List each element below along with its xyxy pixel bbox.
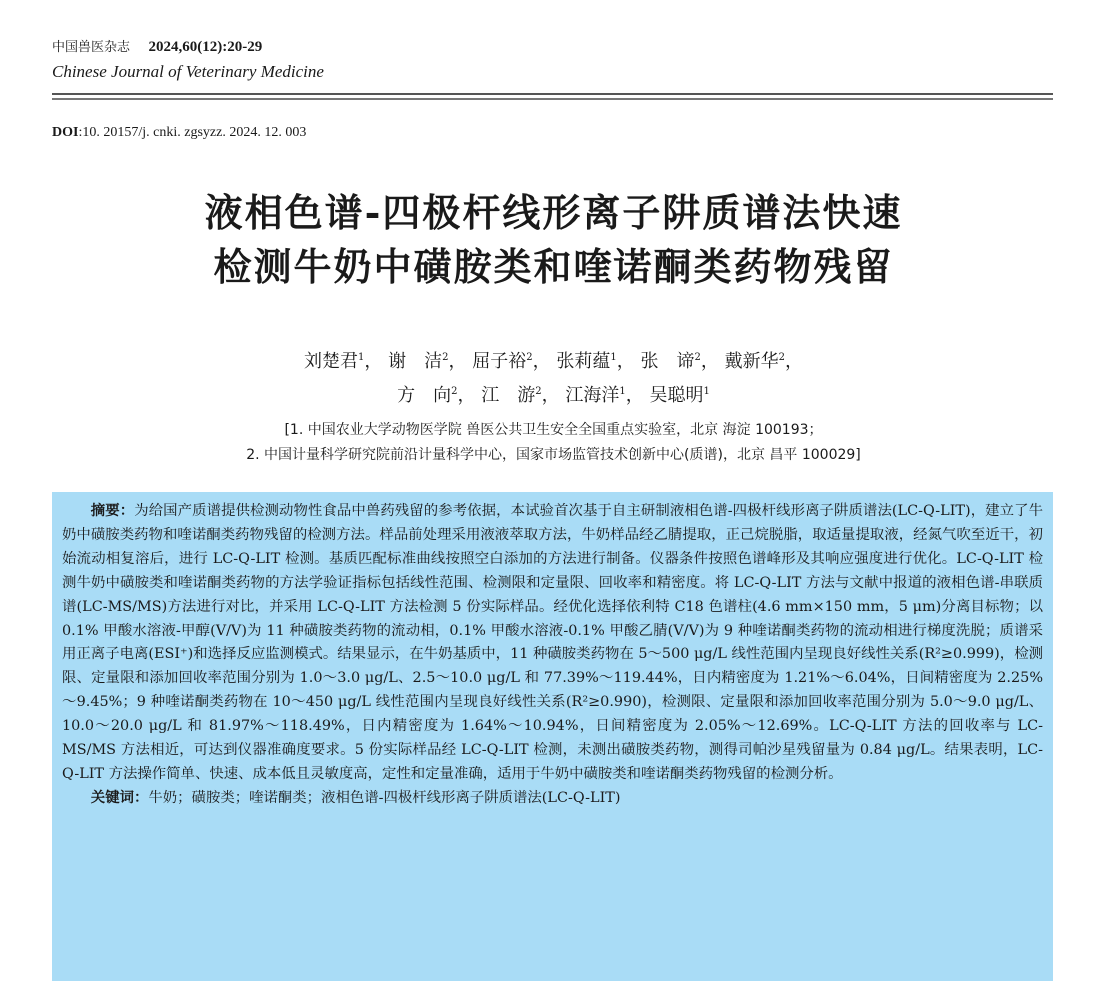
affiliation-1: [1. 中国农业大学动物医学院 兽医公共卫生安全全国重点实验室，北京 海淀 100193； xyxy=(284,422,823,438)
author: 刘楚君$^1$ xyxy=(304,351,365,372)
keywords xyxy=(62,787,1043,811)
header-divider-top xyxy=(52,93,1053,95)
title-line-1: 液相色谱-四极杆线形离子阱质谱法快速 xyxy=(204,190,903,235)
keywords-label: 关键词： xyxy=(90,789,149,806)
affiliations xyxy=(0,418,1107,468)
author-line-2: 方 向$^2$， 江 游$^2$， 江海洋$^1$， 吴聪明$^1$ xyxy=(397,385,710,406)
author: 谢 洁$^2$ xyxy=(388,351,449,372)
abstract-text: 为给国产质谱提供检测动物性食品中兽药残留的参考依据，本试验首次基于自主研制液相色谱-四极杆线形离子阱质谱法(LC-Q-LIT)，建立了牛奶中磺胺类药物和喹诺酮类药物残留的检测方法。样品前处理采用液液萃取方法，牛奶样品经乙腈提取，正己烷脱脂，取适量提取液，经氮气吹至近干，初始流动相复溶后，进行 LC-Q-LIT 检测。基质匹配标准曲线按照空白添加的方法进行制备。仪器条件按照色谱峰形及其响应强度进行优化。LC-Q-LIT 检测牛奶中磺胺类和喹诺酮类药物的方法学验证指标包括线性范围、检测限和定量限、回收率和精密度。将 LC-Q-LIT 方法与文献中报道的液相色谱-串联质谱(LC-MS/MS)方法进行对比，并采用 LC-Q-LIT 方法检测 5 份实际样品。经优化选择依利特 C18 色谱柱(4.6 mm×150 mm，5 μm)分离目标物；以 0.1% 甲酸水溶液-甲醇(V/V)为 11 种磺胺类药物的流动相，0.1% 甲酸水溶液-0.1% 甲酸乙腈(V/V)为 9 种喹诺酮类药物的流动相进行梯度洗脱；质谱采用正离子电离(ESI⁺)和选择反应监测模式。结果显示，在牛奶基质中，11 种磺胺类药物在 5～500 μg/L 线性范围内呈现良好线性关系(R²≥0.999)，检测限、定量限和添加回收率范围分别为 1.0～3.0 μg/L、2.5～10.0 μg/L 和 77.39%～119.44%，日内精密度为 1.21%～6.04%，日间精密度为 2.25%～9.45%；9 种喹诺酮类药物在 10～450 μg/L 线性范围内呈现良好线性关系(R²≥0.990)，检测限、定量限和添加回收率范围分别为 5.0～9.0 μg/L、10.0～20.0 μg/L 和 81.97%～118.49%，日内精密度为 1.64%～10.94%，日间精密度为 2.05%～12.69%。LC-Q-LIT 方法的回收率与 LC-MS/MS 方法相近，可达到仪器准确度要求。5 份实际样品经 LC-Q-LIT 检测，未测出磺胺类药物，测得司帕沙星残留量为 0.84 μg/L。结果表明，LC-Q-LIT 方法操作简单、快速、成本低且灵敏度高，定性和定量准确，适用于牛奶中磺胺类和喹诺酮类药物残留的检测分析。 xyxy=(62,503,1043,782)
author: 吴聪明$^1$ xyxy=(649,385,710,406)
keywords-text: 牛奶；磺胺类；喹诺酮类；液相色谱-四极杆线形离子阱质谱法(LC-Q-LIT) xyxy=(148,789,621,806)
author: 张 谛$^2$ xyxy=(640,351,701,372)
abstract-label: 摘要： xyxy=(90,503,135,519)
author: 屈子裕$^2$ xyxy=(472,351,533,372)
author-list xyxy=(0,343,1107,411)
journal-header xyxy=(52,38,262,57)
author: 张莉蕴$^1$ xyxy=(556,351,617,372)
author: 方 向$^2$ xyxy=(397,385,458,406)
doi xyxy=(52,125,306,141)
author: 江海洋$^1$ xyxy=(565,385,626,406)
author: 戴新华$^2$ xyxy=(724,351,785,372)
paper-title xyxy=(0,186,1107,294)
title-line-2: 检测牛奶中磺胺类和喹诺酮类药物残留 xyxy=(213,244,894,289)
volume-info: 2024,60(12):20-29 xyxy=(148,39,263,55)
journal-name-cn: 中国兽医杂志 xyxy=(52,40,131,55)
journal-name-en: Chinese Journal of Veterinary Medicine xyxy=(52,62,324,81)
affiliation-2: 2. 中国计量科学研究院前沿计量科学中心，国家市场监管技术创新中心(质谱)，北京 昌平 100029] xyxy=(246,447,861,463)
header-divider-bottom xyxy=(52,98,1053,100)
author-line-1: 刘楚君$^1$， 谢 洁$^2$， 屈子裕$^2$， 张莉蕴$^1$， 张 谛$^2$， 戴新华$^2$， xyxy=(304,351,803,372)
abstract xyxy=(62,500,1043,787)
abstract-box xyxy=(52,492,1053,981)
author: 江 游$^2$ xyxy=(481,385,542,406)
doi-value[interactable]: :10. 20157/j. cnki. zgsyzz. 2024. 12. 003 xyxy=(78,125,307,140)
doi-label: DOI xyxy=(52,125,79,140)
